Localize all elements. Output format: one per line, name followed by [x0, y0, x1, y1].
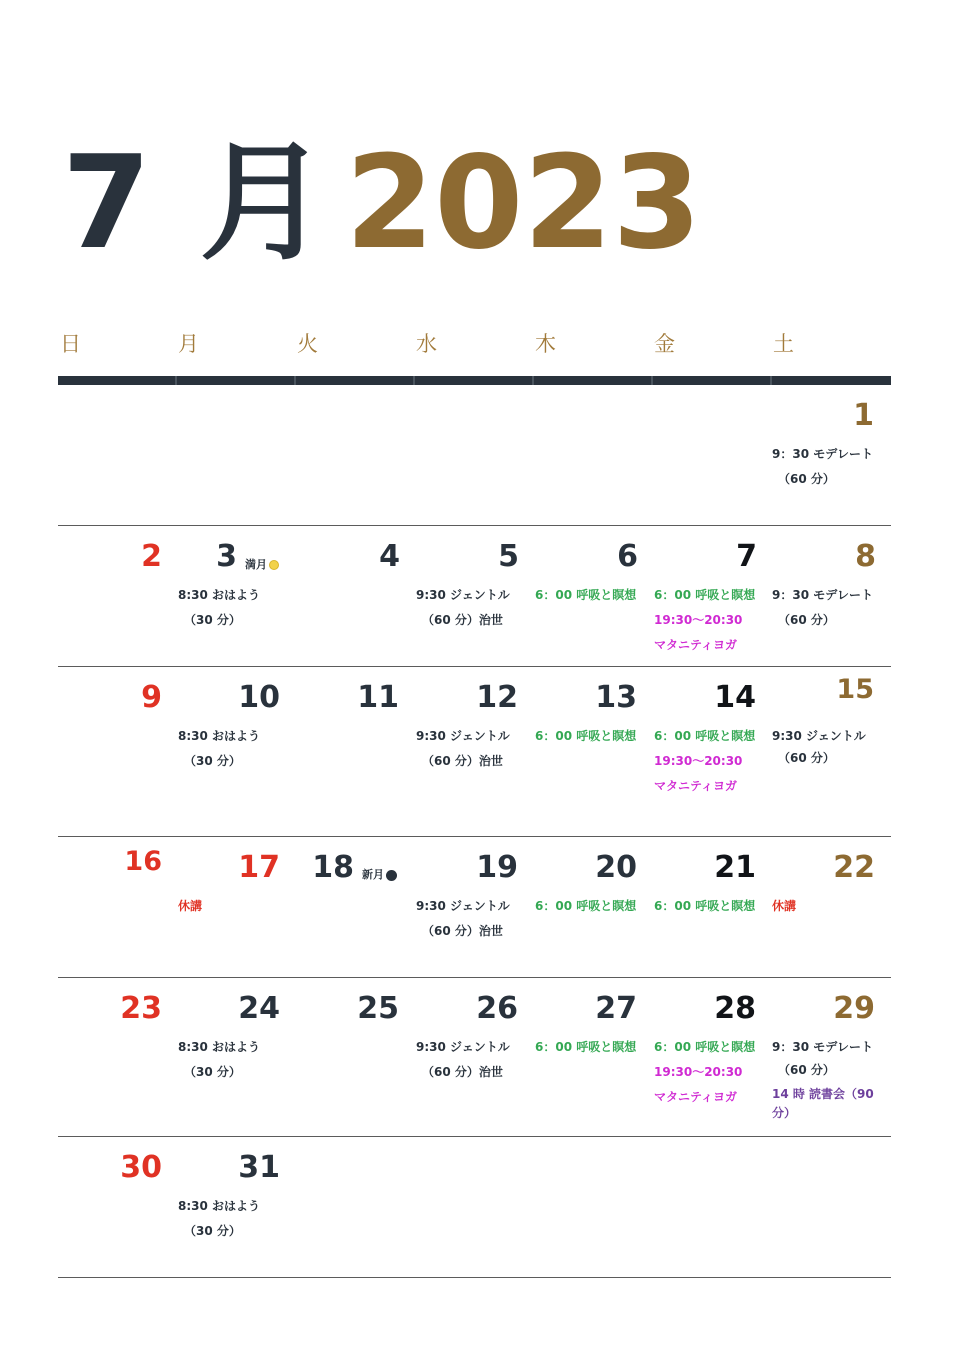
day-12: 12 [476, 680, 518, 715]
calendar-title [62, 100, 702, 278]
event-duration: （60 分） [778, 472, 835, 486]
event-breath: 6：00 呼吸と瞑想 [535, 899, 637, 913]
event-maternity: マタニティヨガ [654, 779, 738, 793]
weekday-sun: 日 [60, 332, 83, 356]
event-maternity-time: 19:30～20:30 [654, 754, 743, 768]
row-divider [58, 1277, 891, 1278]
day-17: 17 [238, 850, 280, 885]
full-moon-icon [269, 560, 279, 570]
day-8: 8 [855, 539, 876, 574]
event-moderate: 9：30 モデレート [772, 588, 873, 602]
day-30: 30 [120, 1150, 162, 1185]
event-breath: 6：00 呼吸と瞑想 [654, 899, 756, 913]
event-duration: （30 分） [184, 613, 241, 627]
event-breath: 6：00 呼吸と瞑想 [654, 1040, 756, 1054]
event-duration: （60 分）治世 [422, 613, 503, 627]
event-ohayo: 8:30 おはよう [178, 1040, 261, 1054]
event-duration: （30 分） [184, 1065, 241, 1079]
event-breath: 6：00 呼吸と瞑想 [654, 588, 756, 602]
day-6: 6 [617, 539, 638, 574]
row-divider [58, 836, 891, 837]
day-20: 20 [595, 850, 637, 885]
day-7: 7 [736, 539, 757, 574]
day-2: 2 [141, 539, 162, 574]
event-duration: （60 分）治世 [422, 924, 503, 938]
event-moderate: 9：30 モデレート [772, 1040, 873, 1054]
day-18: 18 [312, 850, 354, 885]
day-16: 16 [124, 846, 162, 877]
event-gentle: 9:30 ジェントル [416, 1040, 510, 1054]
day-23: 23 [120, 991, 162, 1026]
day-29: 29 [833, 991, 875, 1026]
event-gentle: 9:30 ジェントル [416, 899, 510, 913]
event-cancelled: 休講 [772, 899, 797, 913]
day-31: 31 [238, 1150, 280, 1185]
day-25: 25 [357, 991, 399, 1026]
weekday-mon: 月 [178, 332, 201, 356]
row-divider [58, 666, 891, 667]
day-5: 5 [498, 539, 519, 574]
day-15: 15 [836, 674, 874, 705]
row-divider [58, 977, 891, 978]
event-duration: （60 分） [778, 613, 835, 627]
month-label: 7 月 [62, 129, 330, 278]
event-gentle: 9:30 ジェントル [416, 588, 510, 602]
row-divider [58, 525, 891, 526]
event-maternity: マタニティヨガ [654, 638, 738, 652]
day-19: 19 [476, 850, 518, 885]
event-duration: （60 分） [778, 1063, 835, 1077]
day-1: 1 [853, 398, 874, 433]
event-breath: 6：00 呼吸と瞑想 [535, 729, 637, 743]
event-maternity-time: 19:30～20:30 [654, 1065, 743, 1079]
event-breath: 6：00 呼吸と瞑想 [535, 588, 637, 602]
event-duration: （30 分） [184, 754, 241, 768]
weekday-thu: 木 [535, 332, 558, 356]
day-21: 21 [714, 850, 756, 885]
event-gentle: 9:30 ジェントル [416, 729, 510, 743]
event-gentle: 9:30 ジェントル [772, 729, 866, 743]
event-breath: 6：00 呼吸と瞑想 [535, 1040, 637, 1054]
day-24: 24 [238, 991, 280, 1026]
event-ohayo: 8:30 おはよう [178, 729, 261, 743]
event-book-club-duration: 分） [772, 1106, 797, 1120]
weekday-sat: 土 [773, 332, 796, 356]
day-22: 22 [833, 850, 875, 885]
event-maternity-time: 19:30～20:30 [654, 613, 743, 627]
weekday-tue: 火 [297, 332, 320, 356]
event-duration: （30 分） [184, 1224, 241, 1238]
day-26: 26 [476, 991, 518, 1026]
year-label: 2023 [345, 129, 702, 278]
weekday-fri: 金 [654, 332, 677, 356]
event-duration: （60 分）治世 [422, 754, 503, 768]
weekday-wed: 水 [416, 332, 439, 356]
event-ohayo: 8:30 おはよう [178, 1199, 261, 1213]
full-moon-marker: 満月 [245, 556, 279, 572]
event-duration: （60 分）治世 [422, 1065, 503, 1079]
header-bar [58, 376, 891, 385]
event-ohayo: 8:30 おはよう [178, 588, 261, 602]
day-9: 9 [141, 680, 162, 715]
day-3: 3 [216, 539, 237, 574]
event-maternity: マタニティヨガ [654, 1090, 738, 1104]
event-book-club: 14 時 読書会（90 [772, 1087, 874, 1101]
new-moon-icon [386, 870, 397, 881]
new-moon-marker: 新月 [362, 866, 397, 882]
day-14: 14 [714, 680, 756, 715]
day-28: 28 [714, 991, 756, 1026]
day-4: 4 [379, 539, 400, 574]
day-13: 13 [595, 680, 637, 715]
row-divider [58, 1136, 891, 1137]
day-27: 27 [595, 991, 637, 1026]
event-moderate: 9：30 モデレート [772, 447, 873, 461]
day-10: 10 [238, 680, 280, 715]
event-duration: （60 分） [778, 751, 835, 765]
event-cancelled: 休講 [178, 899, 203, 913]
day-11: 11 [357, 680, 399, 715]
event-breath: 6：00 呼吸と瞑想 [654, 729, 756, 743]
